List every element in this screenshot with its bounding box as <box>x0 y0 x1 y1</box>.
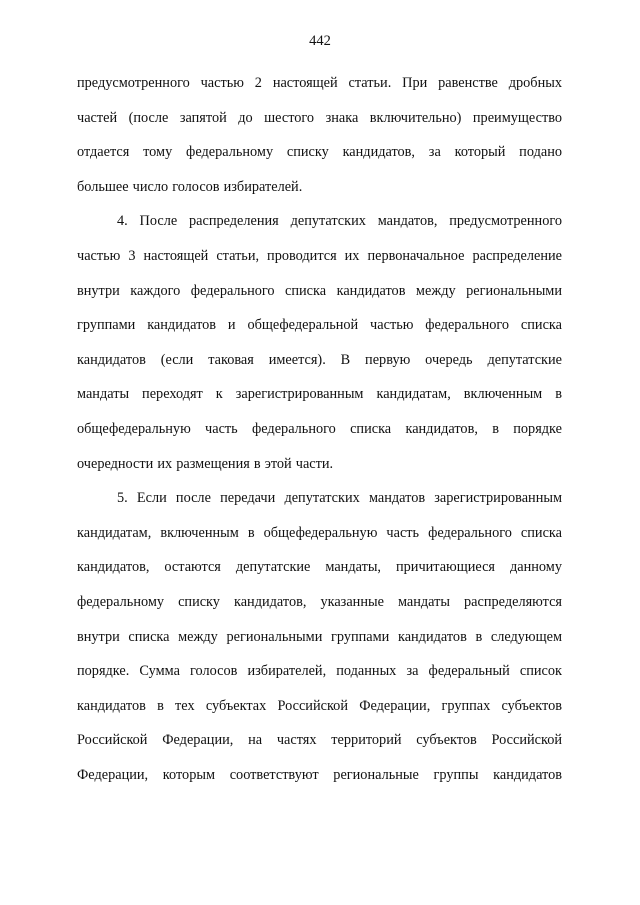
text-line: большее число голосов избирателей. <box>77 178 303 195</box>
text-line: отдается тому федеральному списку кандидатов, за который подано <box>77 144 562 161</box>
text-line: кандидатов, остаются депутатские мандаты, причитающиеся данному <box>77 559 562 576</box>
text-line: мандаты переходят к зарегистрированным кандидатам, включенным в <box>77 386 562 403</box>
text-line: группами кандидатов и общефедеральной частью федерального списка <box>77 317 562 334</box>
page-number: 442 <box>309 33 331 49</box>
text-line: Федерации, которым соответствуют региональные группы кандидатов <box>77 766 562 783</box>
text-line: 4. После распределения депутатских мандатов, предусмотренного <box>117 213 562 230</box>
text-line: кандидатов в тех субъектах Российской Федерации, группах субъектов <box>77 697 562 714</box>
text-line: кандидатам, включенным в общефедеральную часть федерального списка <box>77 524 562 541</box>
text-line: очередности их размещения в этой части. <box>77 455 334 472</box>
text-line: 5. Если после передачи депутатских мандатов зарегистрированным <box>117 490 562 507</box>
text-line: частей (после запятой до шестого знака включительно) преимущество <box>77 109 562 126</box>
text-line: частью 3 настоящей статьи, проводится их первоначальное распределение <box>77 247 562 264</box>
text-line: кандидатов (если таковая имеется). В первую очередь депутатские <box>77 351 562 368</box>
text-line: федеральному списку кандидатов, указанные мандаты распределяются <box>77 593 562 610</box>
text-line: порядке. Сумма голосов избирателей, поданных за федеральный список <box>77 663 562 680</box>
text-line: предусмотренного частью 2 настоящей статьи. При равенстве дробных <box>77 75 562 91</box>
paragraph-3 <box>77 481 562 792</box>
document-body <box>77 66 562 792</box>
text-line: общефедеральную часть федерального списка кандидатов, в порядке <box>77 420 562 437</box>
text-line: внутри списка между региональными группами кандидатов в следующем <box>77 628 562 645</box>
paragraph-1 <box>77 66 562 204</box>
text-line: внутри каждого федерального списка кандидатов между региональными <box>77 282 562 299</box>
text-line: Российской Федерации, на частях территорий субъектов Российской <box>77 732 562 749</box>
paragraph-2 <box>77 204 562 481</box>
